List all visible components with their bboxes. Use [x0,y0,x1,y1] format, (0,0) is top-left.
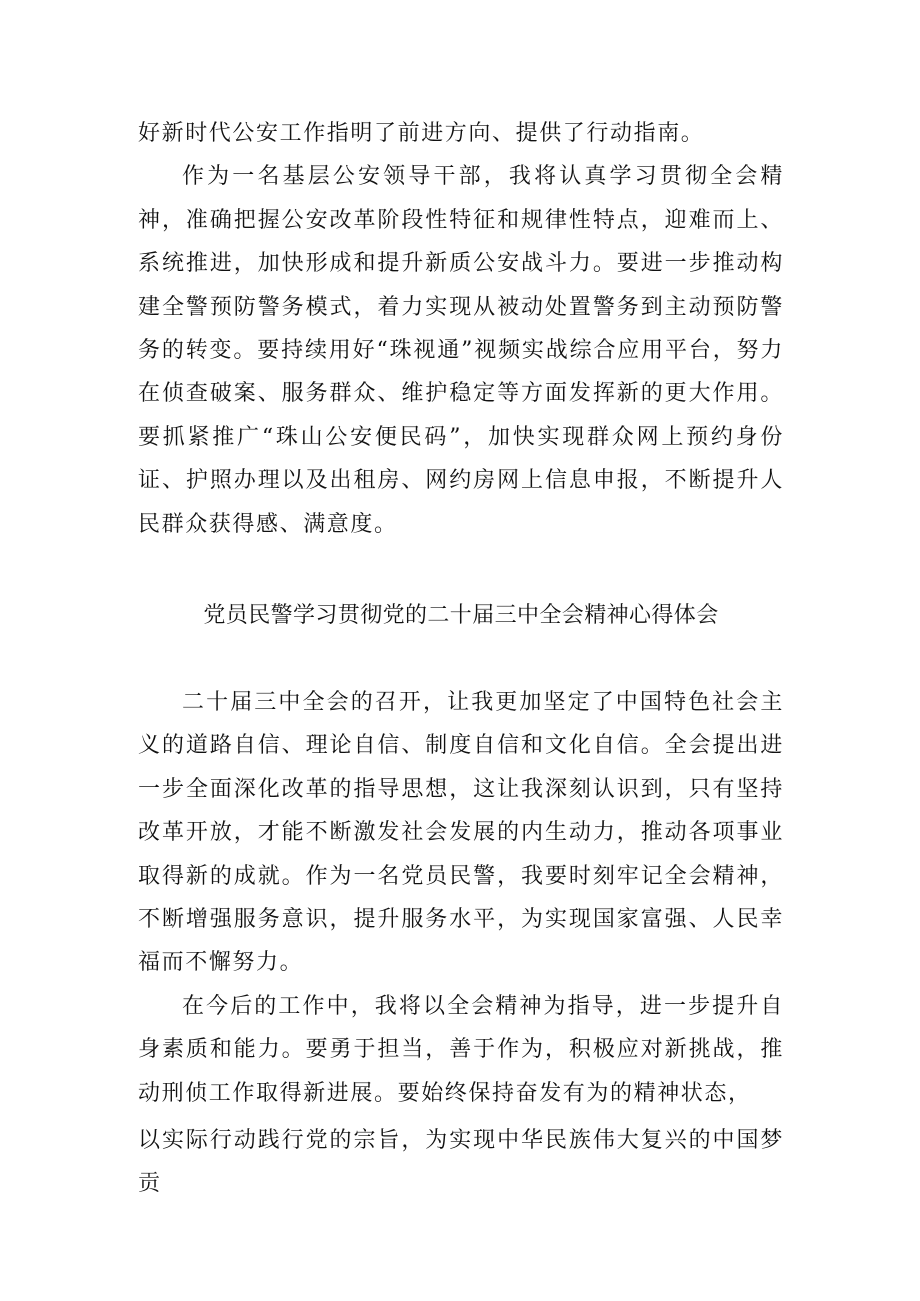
section-3-body [138,1119,784,1206]
section-1-body [138,112,784,546]
section-2-title: 党员民警学习贯彻党的二十届三中全会精神心得体会 [203,603,719,628]
paragraph-3: 二十届三中全会的召开，让我更加坚定了中国特色社会主义的道路自信、理论自信、制度自信和文化自信。全会提出进一步全面深化改革的指导思想，这让我深刻认识到，只有坚持改革开放，才能不断激发社会发展的内生动力，推动各项事业取得新的成就。作为一名党员民警，我要时刻牢记全会精神，不断增强服务意识，提升服务水平，为实现国家富强、人民幸福而不懈努力。 [138,690,784,976]
paragraph-4: 在今后的工作中，我将以全会精神为指导，进一步提升自身素质和能力。要勇于担当，善于作为，积极应对新挑战，推动刑侦工作取得新进展。要始终保持奋发有为的精神状态， [138,993,784,1106]
paragraph-2: 作为一名基层公安领导干部，我将认真学习贯彻全会精神，准确把握公安改革阶段性特征和规律性特点，迎难而上、系统推进，加快形成和提升新质公安战斗力。要进一步推动构建全警预防警务模式，着力实现从被动处置警务到主动预防警务的转变。要持续用好“珠视通”视频实战综合应用平台，努力在侦查破案、服务群众、维护稳定等方面发挥新的更大作用。要抓紧推广“珠山公安便民码”，加快实现群众网上预约身份证、护照办理以及出租房、网约房网上信息申报，不断提升人民群众获得感、满意度。 [138,164,784,537]
paragraph-5: 以实际行动践行党的宗旨，为实现中华民族伟大复兴的中国梦贡 [138,1128,784,1197]
paragraph-1: 好新时代公安工作指明了前进方向、提供了行动指南。 [138,121,705,146]
section-2-body [138,681,784,1115]
